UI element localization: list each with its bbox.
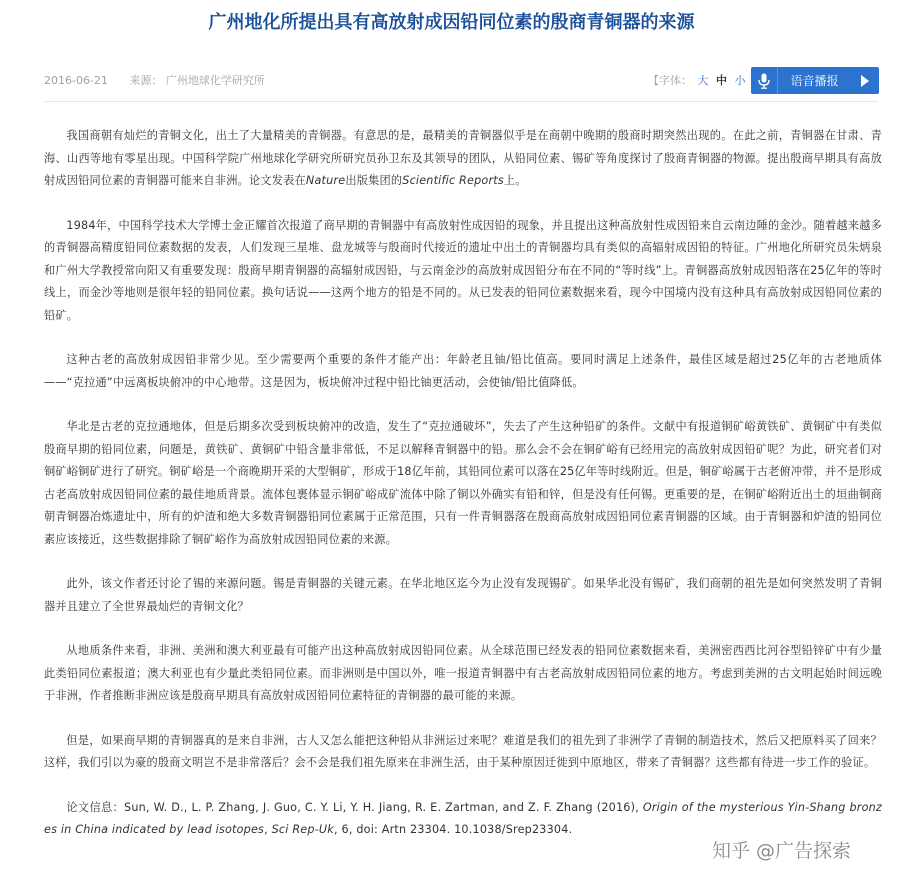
- paragraph-4: 华北是古老的克拉通地体，但是后期多次受到板块俯冲的改造，发生了“克拉通破坏”，失去了产生这种铅矿的条件。文献中有报道铜矿峪黄铁矿、黄铜矿中有类似殷商早期的铅同位素，问题是，黄铁矿、黄铜矿中铅含量非常低，不足以解释青铜器中的铅。那么会不会在铜矿峪有已经用完的高放射成因铅矿呢？为此，研究者们对铜矿峪铜矿进行了研究。铜矿峪是一个商晚期开采的大型铜矿，形成于18亿年前，其铅同位素可以落在25亿年等时线附近。但是，铜矿峪属于古老俯冲带，并不是形成古老高放射成因铅同位素的最佳地质背景。流体包裹体显示铜矿峪成矿流体中除了铜以外确实有铅和锌，但是没有任何锡。更重要的是，在铜矿峪附近出土的垣曲铜商朝青铜器冶炼遗址中，所有的炉渣和绝大多数青铜器铅同位素属于正常范围，只有一件青铜器落在殷商高放射成因铅同位素青铜器的区域。由于青铜器和炉渣的铅同位素应该接近，这些数据排除了铜矿峪作为高放射成因铅同位素的来源。: [44, 420, 882, 546]
- font-size-large[interactable]: 大: [697, 74, 709, 87]
- voice-broadcast-button[interactable]: [751, 67, 879, 94]
- play-icon: [861, 75, 869, 87]
- article-body: [44, 125, 882, 842]
- font-size-medium[interactable]: 中: [716, 74, 727, 87]
- zhihu-watermark: 知乎 @广告探索: [712, 840, 852, 862]
- paragraph-2: 1984年，中国科学技术大学博士金正耀首次报道了商早期的青铜器中有高放射性成因铅的现象，并且提出这种高放射性成因铅来自云南边陲的金沙。随着越来越多的青铜器高精度铅同位素数据的发表，人们发现三星堆、盘龙城等与殷商时代接近的遗址中出土的青铜器均具有类似的高辐射成因铅的特征。广州地化所研究员朱炳泉和广州大学教授常向阳又有重要发现：殷商早期青铜器的高辐射成因铅，与云南金沙的高放射成因铅分布在不同的“等时线”上。青铜器高放射成因铅落在25亿年的等时线上，而金沙等地则是很年轻的铅同位素。换句话说——这两个地方的铅是不同的。从已发表的铅同位素数据来看，现今中国境内没有这种具有高放射成因铅同位素的铅矿。: [44, 218, 882, 322]
- article-source: 来源： 广州地球化学研究所: [129, 74, 265, 87]
- reference-doi: , 6, doi: Artn 23304. 10.1038/Srep23304.: [334, 823, 573, 836]
- font-size-prefix: 【字体：: [648, 74, 692, 87]
- reference-journal: Sci Rep-Uk: [271, 823, 334, 836]
- reference-title: Origin of the mysterious Yin-Shang bronzes in China indicated by lead isotopes: [44, 800, 882, 836]
- paragraph-7: 但是，如果商早期的青铜器真的是来自非洲，古人又怎么能把这种铅从非洲运过来呢？难道是我们的祖先到了非洲学了青铜的制造技术，然后又把原料买了回来？这样，我们引以为豪的殷商文明岂不是非常落后？会不会是我们祖先原来在非洲生活，由于某种原因迁徙到中原地区，带来了青铜器？这些都有待进一步工作的验证。: [44, 733, 882, 769]
- nature-publisher: Nature: [305, 174, 346, 187]
- article-title: 广州地化所提出具有高放射成因铅同位素的殷商青铜器的来源: [208, 12, 695, 33]
- header-divider: [44, 101, 878, 102]
- paragraph-3: 这种古老的高放射成因铅非常少见。至少需要两个重要的条件才能产出：年龄老且铀/铅比值高。要同时满足上述条件，最佳区域是超过25亿年的古老地质体——“克拉通”中远离板块俯冲的中心地带。这是因为，板块俯冲过程中铅比铀更活动，会使铀/铅比值降低。: [44, 353, 882, 389]
- paragraph-1: [44, 125, 882, 193]
- publish-date: 2016-06-21: [44, 74, 108, 87]
- paragraph-1-end: 上。: [503, 174, 527, 187]
- font-size-switcher: [648, 72, 762, 88]
- paper-reference: [44, 797, 882, 842]
- microphone-icon: [751, 67, 778, 94]
- paragraph-1-text: 我国商朝有灿烂的青铜文化，出土了大量精美的青铜器。有意思的是，最精美的青铜器似乎是在商朝中晚期的殷商时期突然出现的。在此之前，青铜器在甘肃、青海、山西等地有零星出现。中国科学院广州地球化学研究所研究员孙卫东及其领导的团队，从铅同位素、锡矿等角度探讨了殷商青铜器的物源。提出殷商早期具有高放射成因铅同位素的青铜器可能来自非洲。论文发表在: [44, 129, 882, 187]
- font-size-small[interactable]: 小: [734, 74, 746, 87]
- paragraph-1-mid: 出版集团的: [345, 174, 403, 187]
- paragraph-5: 此外，该文作者还讨论了锡的来源问题。锡是青铜器的关键元素。在华北地区迄今为止没有发现锡矿。如果华北没有锡矿，我们商朝的祖先是如何突然发明了青铜器并且建立了全世界最灿烂的青铜文化？: [44, 577, 882, 613]
- voice-broadcast-label: 语音播报: [790, 74, 839, 88]
- reference-separator: ,: [264, 823, 272, 836]
- journal-name: Scientific Reports: [402, 174, 504, 187]
- article-meta: [44, 72, 283, 88]
- reference-authors: 论文信息：Sun, W. D., L. P. Zhang, J. Guo, C. Y. Li, Y. H. Jiang, R. E. Zartman, and Z. F. Zhang (2016),: [66, 800, 643, 814]
- paragraph-6: 从地质条件来看，非洲、美洲和澳大利亚最有可能产出这种高放射成因铅同位素。从全球范围已经发表的铅同位素数据来看，美洲密西西比河谷型铅锌矿中有少量此类铅同位素报道；澳大利亚也有少量此类铅同位素。而非洲则是中国以外，唯一报道青铜器中有古老高放射成因铅同位素的地方。考虑到美洲的古文明起始时间远晚于非洲，作者推断非洲应该是殷商早期具有高放射成因铅同位素特征的青铜器的最可能的来源。: [44, 644, 882, 702]
